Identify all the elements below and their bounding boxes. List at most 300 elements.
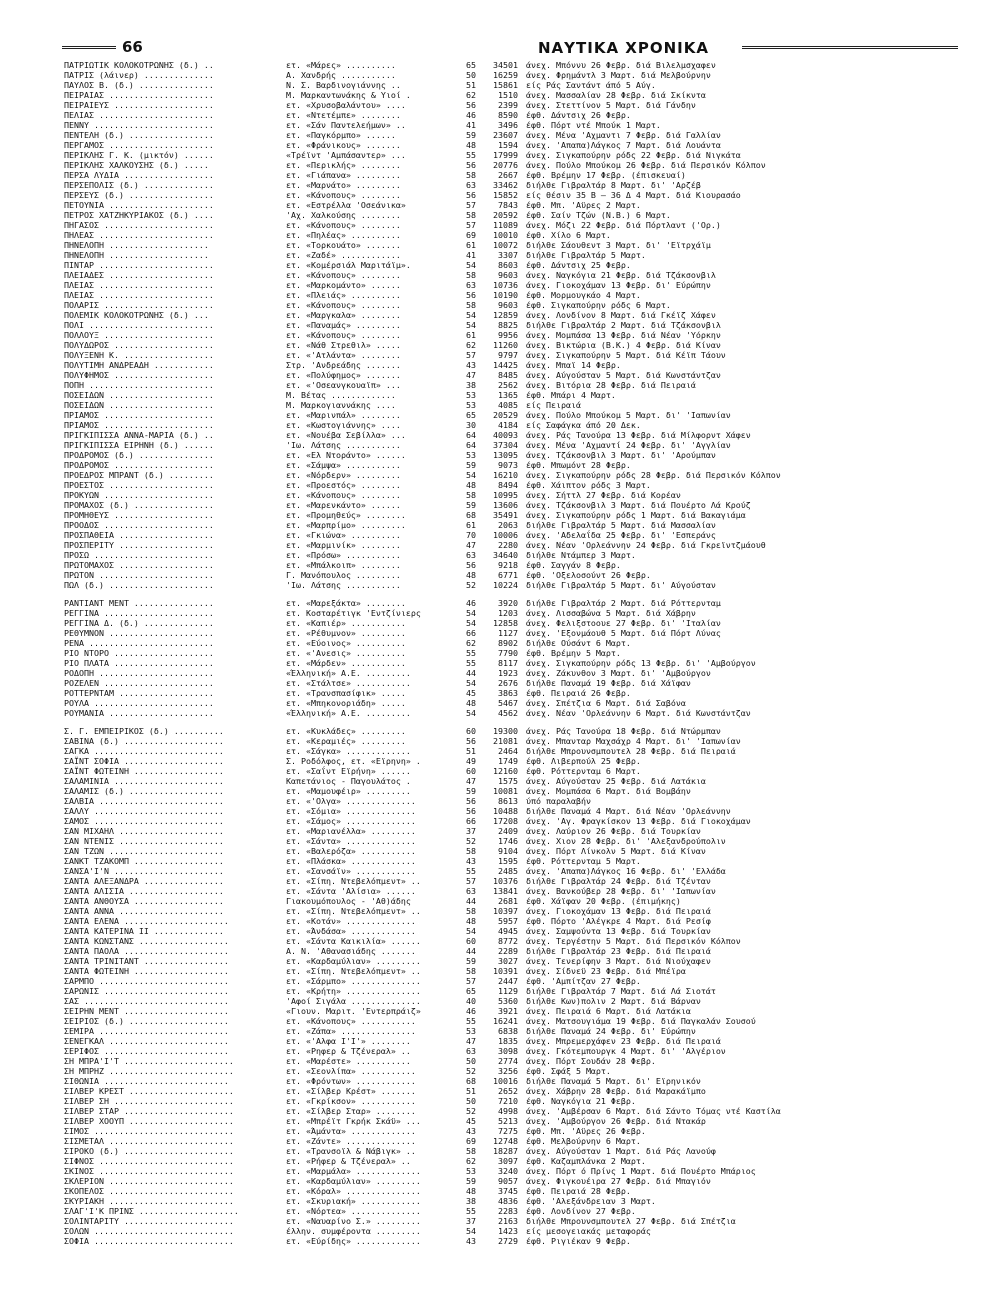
ship-name: ΣΙΛΒΕΡ ΣΤΑΡ ...................... — [64, 1106, 234, 1116]
table-row — [64, 370, 964, 380]
tonnage: 13606 — [493, 500, 518, 510]
position: άνεχ. Μένα 'Αχμαντι 7 Φεβρ. διά Γαλλίαν — [526, 130, 721, 140]
build-year: 55 — [466, 1016, 476, 1026]
ship-name: ΠΡΟΣΠΑΘΕΙΑ ................... — [64, 530, 214, 540]
build-year: 61 — [466, 330, 476, 340]
table-row — [64, 638, 964, 648]
owner: Μ. Βέτας ............. — [286, 390, 396, 400]
table-row — [64, 608, 964, 618]
position: είς μεσογειακάς μεταφοράς — [526, 1226, 651, 1236]
tonnage: 5957 — [498, 916, 518, 926]
build-year: 48 — [466, 698, 476, 708]
ship-name: ΣΙΛΒΕΡ ΧΟΟΥΠ ..................... — [64, 1116, 234, 1126]
tonnage: 13841 — [493, 886, 518, 896]
position: άνεχ. Φρημάντλ 3 Μαρτ. διά Μελβούρνην — [526, 70, 711, 80]
position: είς Πειραιά — [526, 400, 581, 410]
tonnage: 9956 — [498, 330, 518, 340]
ship-name: ΣΙΛΒΕΡ ΚΡΕΣΤ ..................... — [64, 1086, 234, 1096]
position: διήλθε Παναμά 5 Μαρτ. δι' Εϊρηνικόν — [526, 1076, 701, 1086]
table-row — [64, 966, 964, 976]
ship-name: ΣΑΛΒΙΑ ......................... — [64, 796, 224, 806]
owner: ετ. «Μαρνάτο» ......... — [286, 180, 401, 190]
table-row — [64, 270, 964, 280]
table-row — [64, 1216, 964, 1226]
tonnage: 10016 — [493, 1076, 518, 1086]
page-number: 66 — [122, 38, 143, 56]
tonnage: 10397 — [493, 906, 518, 916]
tonnage: 3097 — [498, 1156, 518, 1166]
position: έφθ. Χάιπτον ρόδς 3 Μαρτ. — [526, 480, 651, 490]
tonnage: 10081 — [493, 786, 518, 796]
tonnage: 1510 — [498, 90, 518, 100]
tonnage: 9797 — [498, 350, 518, 360]
owner: ετ. «Σάγκα» ............. — [286, 746, 411, 756]
ship-name: ΣΟΛΩΝ ............................ — [64, 1226, 234, 1236]
ship-name: ΣΑΝΤΑ ΦΩΤΕΙΝΗ ................... — [64, 966, 229, 976]
build-year: 52 — [466, 1066, 476, 1076]
position: άνεχ. Μένα 'Αχμαντί 24 Φεβρ. δι' 'Αγγλίαν — [526, 440, 731, 450]
position: έφθ. Πειραιά 26 Φεβρ. — [526, 688, 631, 698]
owner: ετ. «Μαρέστε» ........... — [286, 1056, 411, 1066]
table-row — [64, 796, 964, 806]
owner: ετ. «Σάντα Καικιλία» ...... — [286, 936, 421, 946]
tonnage: 1835 — [498, 1036, 518, 1046]
table-row — [64, 460, 964, 470]
build-year: 30 — [466, 420, 476, 430]
position: έφθ. Μελβούρνην 6 Μαρτ. — [526, 1136, 641, 1146]
table-row — [64, 856, 964, 866]
position: άνεχ. Μασσαλίαν 28 Φεβρ. διά Σκίκντα — [526, 90, 706, 100]
table-row — [64, 1156, 964, 1166]
header-rule-right — [742, 46, 958, 49]
table-row — [64, 806, 964, 816]
tonnage: 10190 — [493, 290, 518, 300]
ship-name: ΠΕΝΝΥ ........................ — [64, 120, 214, 130]
position: διήλθε Κων)πολιν 2 Μαρτ. διά Βάρναν — [526, 996, 701, 1006]
table-row — [64, 490, 964, 500]
build-year: 54 — [466, 708, 476, 718]
owner: ετ. «Μαρμινίκ» ........ — [286, 540, 401, 550]
owner: ετ. «Κόραλ» ............... — [286, 1186, 421, 1196]
build-year: 52 — [466, 1106, 476, 1116]
ship-name: ΣΙΘΩΝΙΑ ......................... — [64, 1076, 229, 1086]
position: άνεχ. Γιοκοχάμαν 13 Φεβρ. δι' Εύρώπην — [526, 280, 711, 290]
ship-name: ΠΕΡΣΑ ΛΥΔΙΑ .................. — [64, 170, 214, 180]
tonnage: 4562 — [498, 708, 518, 718]
build-year: 65 — [466, 60, 476, 70]
build-year: 48 — [466, 480, 476, 490]
table-row — [64, 786, 964, 796]
owner: ετ. «Κωστογιάννης» .... — [286, 420, 401, 430]
owner: ετ. «Πηλέας» .......... — [286, 230, 401, 240]
position: διήλθε Μπρουνσμπουτελ 27 Φεβρ. διά Σπέτζια — [526, 1216, 736, 1226]
table-row — [64, 560, 964, 570]
tonnage: 7843 — [498, 200, 518, 210]
build-year: 55 — [466, 866, 476, 876]
owner: ετ. «Κάνοπους» ........ — [286, 330, 401, 340]
ship-name: ΠΕΤΟΥΝΙΑ ..................... — [64, 200, 214, 210]
ship-name: ΡΙΟ ΝΤΟΡΟ .................... — [64, 648, 214, 658]
table-row — [64, 1096, 964, 1106]
owner: ετ. «Μπάλκοιπ» ........ — [286, 560, 401, 570]
ship-name: ΣΕΡΙΦΟΣ ......................... — [64, 1046, 229, 1056]
ship-name: ΣΕΙΡΙΟΣ (δ.) .................... — [64, 1016, 229, 1026]
position: άνεχ. Γιοκοχάμαν 13 Φεβρ. διά Πειραιά — [526, 906, 711, 916]
tonnage: 15852 — [493, 190, 518, 200]
owner: Α. Χανδρής ........... — [286, 70, 396, 80]
position: άνεχ. Ράς Τανούρα 18 Φεβρ. διά Ντώρμπαν — [526, 726, 721, 736]
owner: ετ. «Γκιώνα» .......... — [286, 530, 401, 540]
table-row — [64, 678, 964, 688]
tonnage: 2562 — [498, 380, 518, 390]
table-row — [64, 290, 964, 300]
owner: ετ. «Κομέρσιάλ Μαριτάϊμ». — [286, 260, 411, 270]
build-year: 55 — [466, 150, 476, 160]
build-year: 57 — [466, 220, 476, 230]
position: άνεχ. Φιγκουέιρα 27 Φεβρ. διά Μπαγιόν — [526, 1176, 711, 1186]
tonnage: 12748 — [493, 1136, 518, 1146]
journal-title: ΝΑΥΤΙΚΑ ΧΡΟΝΙΚΑ — [538, 39, 709, 57]
build-year: 70 — [466, 530, 476, 540]
ship-name: ΠΟΛΕΜΙΚ ΚΟΛΟΚΟΤΡΩΝΗΣ (δ.) ... — [64, 310, 209, 320]
position: άνεχ. Λονδίνον 8 Μαρτ. διά Γκέϊζ Χάφεν — [526, 310, 716, 320]
table-row — [64, 470, 964, 480]
position: διήλθε Ούσάντ 6 Μαρτ. — [526, 638, 631, 648]
owner: ετ. «Φράνικους» ....... — [286, 140, 401, 150]
owner: ετ. «Ναυαρίνο Σ.» ......... — [286, 1216, 421, 1226]
tonnage: 10224 — [493, 580, 518, 590]
build-year: 55 — [466, 658, 476, 668]
position: έφθ. Ρόττερνταμ 6 Μαρτ. — [526, 766, 641, 776]
position: διήλθε Γιβραλτάρ 8 Μαρτ. δι' 'Αρζέβ — [526, 180, 701, 190]
build-year: 49 — [466, 756, 476, 766]
owner: «Έλληνική» Α.Ε. ......... — [286, 708, 411, 718]
position: άνεχ. Αύγούσταν 1 Μαρτ. διά Ράς Λανούφ — [526, 1146, 716, 1156]
position: άνεχ. Νέαν 'Ορλεάννην 6 Μαρτ. διά Κωνστάντζαν — [526, 708, 751, 718]
tonnage: 5213 — [498, 1116, 518, 1126]
ship-name: ΠΕΙΡΑΙΕΥΣ .................... — [64, 100, 214, 110]
owner: Καπετάνιος - Παγουλάτος . — [286, 776, 411, 786]
position: έφθ. Μπάρι 4 Μαρτ. — [526, 390, 616, 400]
ship-name: ΠΗΝΕΛΟΠΗ .................... — [64, 240, 209, 250]
position: έφθ. Μορμουγκάο 4 Μαρτ. — [526, 290, 641, 300]
owner: ετ. «Εστρέλλα 'Οσεάνικα» — [286, 200, 406, 210]
tonnage: 3027 — [498, 956, 518, 966]
table-row — [64, 1126, 964, 1136]
tonnage: 2447 — [498, 976, 518, 986]
table-row — [64, 530, 964, 540]
tonnage: 8772 — [498, 936, 518, 946]
table-row — [64, 598, 964, 608]
position: άνεχ. Μομπάσα 6 Μαρτ. διά Βομβάην — [526, 786, 691, 796]
position: έφθ. Μπ. 'Αϋρες 26 Φεβρ. — [526, 1126, 646, 1136]
table-row — [64, 1136, 964, 1146]
ship-name: ΡΟΔΟΠΗ ....................... — [64, 668, 214, 678]
table-row — [64, 450, 964, 460]
owner: ετ. «Σεονλίπα» ........... — [286, 1066, 416, 1076]
table-row — [64, 360, 964, 370]
ship-name: ΡΕΓΓΙΝΑ ...................... — [64, 608, 214, 618]
build-year: 63 — [466, 886, 476, 896]
tonnage: 2283 — [498, 1206, 518, 1216]
owner: ετ. «Κρήτη» ............... — [286, 986, 421, 996]
ship-name: ΠΡΙΑΜΟΣ ...................... — [64, 410, 214, 420]
tonnage: 3745 — [498, 1186, 518, 1196]
owner: ετ. «Φρόντων» ............ — [286, 1076, 416, 1086]
build-year: 46 — [466, 1006, 476, 1016]
table-row — [64, 480, 964, 490]
table-row — [64, 996, 964, 1006]
owner: ετ. «Άνδάσα» ............. — [286, 926, 416, 936]
table-row — [64, 1066, 964, 1076]
tonnage: 7210 — [498, 1096, 518, 1106]
owner: ετ. «Τρανσοϊλ & Νάβιγκ» .. — [286, 1146, 416, 1156]
ship-name: ΣΑΡΩΝΙΣ ......................... — [64, 986, 229, 996]
table-row — [64, 836, 964, 846]
position: άνεχ. 'Απαπα)Λάγκος 16 Φεβρ. δι' 'Ελλάδα — [526, 866, 726, 876]
ship-name: ΠΕΡΓΑΜΟΣ ..................... — [64, 140, 214, 150]
owner: ετ. «Κάνοπους» ........ — [286, 490, 401, 500]
build-year: 59 — [466, 460, 476, 470]
tonnage: 2399 — [498, 100, 518, 110]
table-row — [64, 816, 964, 826]
ship-name: ΠΡΟΕΣΤΟΣ ..................... — [64, 480, 214, 490]
position: έφθ. Σαίν Τζών (Ν.Β.) 6 Μαρτ. — [526, 210, 671, 220]
ship-name: ΣΑΝΤΑ ΕΛΕΝΑ ..................... — [64, 916, 229, 926]
table-row — [64, 1236, 964, 1246]
tonnage: 3920 — [498, 598, 518, 608]
tonnage: 2163 — [498, 1216, 518, 1226]
position: άνεχ. Αύγούσταν 5 Μαρτ. διά Κωνστάντζαν — [526, 370, 721, 380]
table-row — [64, 658, 964, 668]
owner: ετ. «Γιάπανα» ......... — [286, 170, 401, 180]
position: διήλθε Παναμά 4 Μαρτ. διά Νέαν 'Ορλεάννην — [526, 806, 731, 816]
ship-name: ΠΩΛ (δ.) ..................... — [64, 580, 214, 590]
position: διήλθε Γιβραλτάρ 5 Μαρτ. διά Μασσαλίαν — [526, 520, 716, 530]
tonnage: 10376 — [493, 876, 518, 886]
position: άνεχ. Πειραιά 6 Μαρτ. διά Λατάκια — [526, 1006, 691, 1016]
build-year: 46 — [466, 598, 476, 608]
position: ύπό παραλαβήν — [526, 796, 591, 806]
position: έφθ. Σφάξ 5 Μαρτ. — [526, 1066, 611, 1076]
build-year: 56 — [466, 100, 476, 110]
build-year: 62 — [466, 340, 476, 350]
owner: ετ. «Μαρενκάντο» ...... — [286, 500, 401, 510]
tonnage: 18287 — [493, 1146, 518, 1156]
table-row — [64, 430, 964, 440]
owner: ετ. «'Ανεσις» .......... — [286, 648, 406, 658]
position: άνεχ. Πούλο Μπούκομ 5 Μαρτ. δι' 'Ιαπωνίαν — [526, 410, 731, 420]
ship-name: ΣΟΛΙΝΤΑΡΙΤΥ ...................... — [64, 1216, 234, 1226]
owner: ετ. «Καρδαμύλιαν» ......... — [286, 956, 421, 966]
ship-name: ΠΟΣΕΙΔΩΝ ..................... — [64, 390, 214, 400]
build-year: 58 — [466, 210, 476, 220]
position: άνεχ. 'Εξονμάουθ 5 Μαρτ. διά Πόρτ Λύνας — [526, 628, 721, 638]
ship-name: ΠΡΟΟΔΟΣ ...................... — [64, 520, 214, 530]
ship-name: ΠΙΝΤΑΡ ....................... — [64, 260, 214, 270]
tonnage: 2681 — [498, 896, 518, 906]
build-year: 56 — [466, 560, 476, 570]
position: άνεχ. Φελιξστοουε 27 Φεβρ. δι' 'Ιταλίαν — [526, 618, 721, 628]
table-row — [64, 906, 964, 916]
position: άνεχ. Σπέτζια 6 Μαρτ. διά Σαβόνα — [526, 698, 686, 708]
ship-name: ΣΑΝΤΑ ΑΝΝΑ ..................... — [64, 906, 224, 916]
owner: ετ. «Κάνοπους» ........ — [286, 220, 401, 230]
tonnage: 6838 — [498, 1026, 518, 1036]
owner: ετ. «Μάρδεν» ........... — [286, 658, 406, 668]
position: έφθ. Πόρτο 'Αλέγκρε 4 Μαρτ. διά Ρεσίφ — [526, 916, 711, 926]
owner: ετ. «Ζαδέ» ............ — [286, 250, 401, 260]
build-year: 50 — [466, 1096, 476, 1106]
ship-name: ΠΟΛΥΤΙΜΗ ΑΝΔΡΕΑΔΗ ............ — [64, 360, 214, 370]
build-year: 51 — [466, 80, 476, 90]
tonnage: 1746 — [498, 836, 518, 846]
tonnage: 2464 — [498, 746, 518, 756]
owner: ετ. «Τρανσπασίφικ» ..... — [286, 688, 406, 698]
tonnage: 21081 — [493, 736, 518, 746]
build-year: 45 — [466, 688, 476, 698]
build-year: 44 — [466, 668, 476, 678]
ship-name: Σ. Γ. ΕΜΠΕΙΡΙΚΟΣ (δ.) .......... — [64, 726, 224, 736]
ship-name: ΣΑΪΝΤ ΣΟΦΙΑ .................... — [64, 756, 224, 766]
tonnage: 23607 — [493, 130, 518, 140]
tonnage: 17999 — [493, 150, 518, 160]
table-row — [64, 776, 964, 786]
tonnage: 1365 — [498, 390, 518, 400]
ship-name: ΠΟΣΕΙΔΩΝ ..................... — [64, 400, 214, 410]
ship-name: ΣΕΝΕΓΚΑΛ ........................ — [64, 1036, 229, 1046]
ship-name: ΠΕΙΡΑΙΑΣ ..................... — [64, 90, 214, 100]
table-row — [64, 320, 964, 330]
table-row — [64, 1026, 964, 1036]
build-year: 48 — [466, 916, 476, 926]
position: άνεχ. Βιτόρια 28 Φεβρ. διά Πειραιά — [526, 380, 696, 390]
position: άνεχ. Μπαϊ 14 Φεβρ. — [526, 360, 621, 370]
owner: ετ. «Άμάντα» ............. — [286, 1126, 416, 1136]
table-row — [64, 170, 964, 180]
position: έφθ. Ναγκόγια 21 Φεβρ. — [526, 1096, 636, 1106]
position: έφθ. Πόρτ ντέ Μπούκ 1 Μαρτ. — [526, 120, 661, 130]
build-year: 40 — [466, 996, 476, 1006]
owner: ετ. «Σόμια» .............. — [286, 806, 416, 816]
tonnage: 8590 — [498, 110, 518, 120]
build-year: 51 — [466, 746, 476, 756]
tonnage: 1575 — [498, 776, 518, 786]
owner: ετ. «Εύρίδης» ............. — [286, 1236, 421, 1246]
table-row — [64, 648, 964, 658]
position: διήλθε Γιβραλτάρ 24 Φεβρ. διά Τζένταν — [526, 876, 711, 886]
ship-name: ΣΚΙΝΟΣ ........................... — [64, 1166, 234, 1176]
build-year: 55 — [466, 1206, 476, 1216]
build-year: 69 — [466, 1136, 476, 1146]
tonnage: 33462 — [493, 180, 518, 190]
position: διήλθε Παναμά 24 Φεβρ. δι' Εύρώπην — [526, 1026, 696, 1036]
tonnage: 4998 — [498, 1106, 518, 1116]
position: άνεχ. Σιγκαπούρην ρόδς 13 Φεβρ. δι' 'Αμβούργον — [526, 658, 756, 668]
table-row — [64, 886, 964, 896]
build-year: 56 — [466, 806, 476, 816]
table-row — [64, 240, 964, 250]
table-row — [64, 330, 964, 340]
position: άνεχ. Σιγκαπούρην 5 Μαρτ. διά Κέϊπ Τάουν — [526, 350, 726, 360]
table-row — [64, 1006, 964, 1016]
build-year: 37 — [466, 1216, 476, 1226]
position: άνεχ. Ναγκόγια 21 Φεβρ. διά Τζάκσονβιλ — [526, 270, 716, 280]
ship-name: ΣΟΦΙΑ ............................ — [64, 1236, 234, 1246]
ship-name: ΠΡΩΤΟΝ ....................... — [64, 570, 214, 580]
table-row — [64, 190, 964, 200]
owner: ετ. «Πρόσω» ........... — [286, 550, 401, 560]
position: άνεχ. Σιγκαπούρην ρόδς 28 Φεβρ. διά Περσικόν Κόλπον — [526, 470, 781, 480]
table-row — [64, 688, 964, 698]
table-row — [64, 60, 964, 70]
tonnage: 2774 — [498, 1056, 518, 1066]
owner: ετ. «Ζάντε» .............. — [286, 1136, 416, 1146]
tonnage: 13095 — [493, 450, 518, 460]
ship-name: ΠΡΟΣΩ ........................ — [64, 550, 214, 560]
ship-name: ΠΗΓΑΣΟΣ ...................... — [64, 220, 214, 230]
build-year: 58 — [466, 300, 476, 310]
ship-name: ΠΡΟΣΠΕΡΙΤΥ ................... — [64, 540, 214, 550]
owner: Γιακουμόπουλος - 'Αθ)άδης — [286, 896, 411, 906]
ship-name: ΣΑΛΑΜΙΝΙΑ ...................... — [64, 776, 224, 786]
build-year: 54 — [466, 1226, 476, 1236]
owner: ετ. «'Αλφα Ι'Ι'» ........ — [286, 1036, 411, 1046]
owner: Γ. Μανόπουλος ......... — [286, 570, 401, 580]
position: άνεχ. Ζάκυνθον 3 Μαρτ. δι' 'Αμβούργον — [526, 668, 711, 678]
ship-name: ΣΑΝΤΑ ΑΝΘΟΥΣΑ .................. — [64, 896, 224, 906]
build-year: 62 — [466, 90, 476, 100]
build-year: 63 — [466, 280, 476, 290]
owner: ετ. «Πολύφημος» ....... — [286, 370, 401, 380]
build-year: 43 — [466, 856, 476, 866]
table-row — [64, 1076, 964, 1086]
table-row — [64, 220, 964, 230]
tonnage: 9603 — [498, 270, 518, 280]
tonnage: 9073 — [498, 460, 518, 470]
build-year: 53 — [466, 400, 476, 410]
ship-name: ΠΟΛΥΔΩΡΟΣ .................... — [64, 340, 214, 350]
table-row — [64, 390, 964, 400]
tonnage: 1203 — [498, 608, 518, 618]
ship-name: ΠΕΡΣΕΥΣ (δ.) ................. — [64, 190, 214, 200]
table-row — [64, 260, 964, 270]
position: έφθ. Δάντσιχ 26 Φεβρ. — [526, 110, 631, 120]
owner: ετ. «Ζάπα» ............... — [286, 1026, 416, 1036]
tonnage: 10391 — [493, 966, 518, 976]
tonnage: 2063 — [498, 520, 518, 530]
ship-name: ΣΑΜΟΣ .......................... — [64, 816, 224, 826]
tonnage: 20529 — [493, 410, 518, 420]
tonnage: 34501 — [493, 60, 518, 70]
ship-name: ΡΕΘΥΜΝΟΝ ..................... — [64, 628, 214, 638]
tonnage: 2676 — [498, 678, 518, 688]
build-year: 54 — [466, 470, 476, 480]
table-row — [64, 956, 964, 966]
tonnage: 12859 — [493, 310, 518, 320]
position: έφθ. Πειραιά 28 Φεβρ. — [526, 1186, 631, 1196]
ship-name: ΠΡΙΓΚΙΠΙΣΣΑ ΕΙΡΗΝΗ (δ.) ...... — [64, 440, 214, 450]
position: άνεχ. Σίδνεϋ 23 Φεβρ. διά Μπέϊρα — [526, 966, 686, 976]
tonnage: 16210 — [493, 470, 518, 480]
position: άνεχ. Τενερίφην 3 Μαρτ. διά Νιούχαφεν — [526, 956, 711, 966]
position: έφθ. Ρόττερνταμ 5 Μαρτ. — [526, 856, 641, 866]
tonnage: 2280 — [498, 540, 518, 550]
table-row — [64, 756, 964, 766]
table-row — [64, 618, 964, 628]
table-row — [64, 628, 964, 638]
owner: ετ. «'Ολγα» .............. — [286, 796, 416, 806]
